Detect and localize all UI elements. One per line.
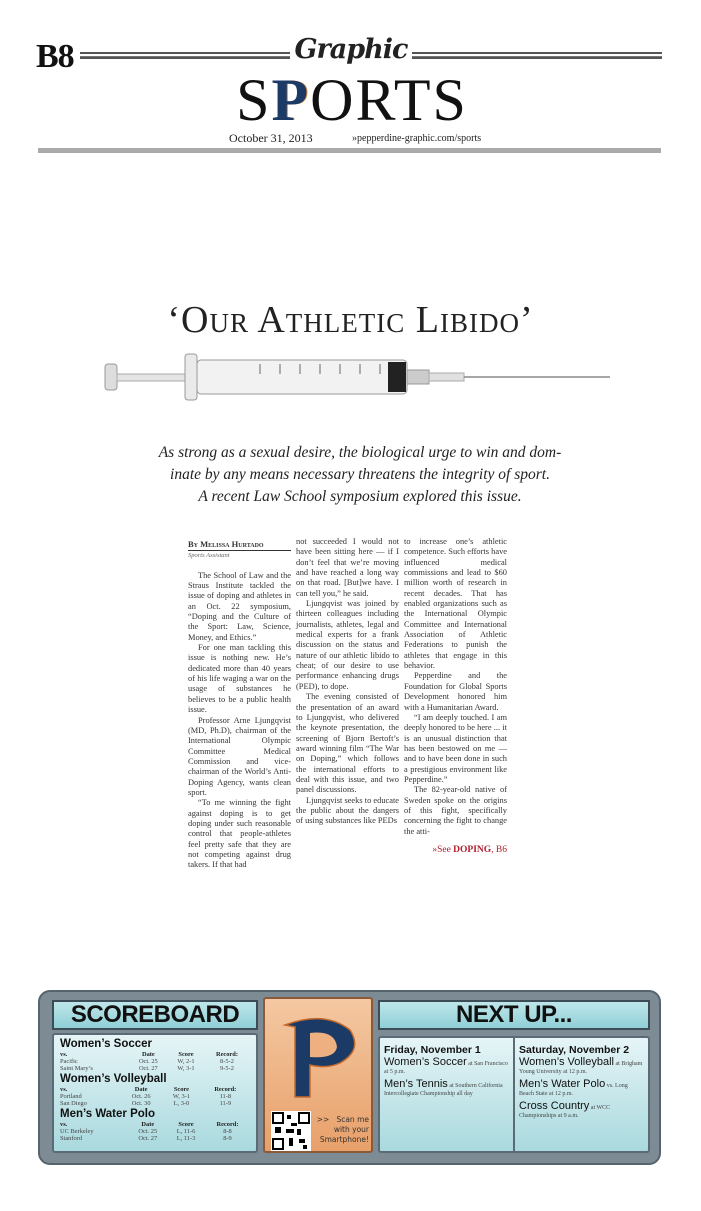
table-header-row xyxy=(60,1121,250,1128)
table-cell: L, 11-3 xyxy=(176,1135,196,1142)
byline-role: Sports Assistant xyxy=(188,552,230,560)
table-cell: W, 2-1 xyxy=(177,1058,195,1065)
scan-line: Smartphone! xyxy=(319,1135,369,1144)
table-cell: 11-9 xyxy=(219,1100,232,1107)
pepperdine-p-logo-icon xyxy=(265,1005,371,1105)
scoreboard-table xyxy=(60,1121,250,1142)
column-header: Score xyxy=(178,1051,194,1058)
article-column-3 xyxy=(404,537,507,855)
header-divider xyxy=(38,148,661,153)
column-header: Date xyxy=(141,1121,155,1128)
column-header: Date xyxy=(134,1086,148,1093)
section-title xyxy=(222,67,482,133)
scan-line: with your xyxy=(333,1125,369,1134)
article-column-1 xyxy=(188,537,291,871)
event-item xyxy=(519,1078,644,1098)
masthead-rule-right xyxy=(412,52,662,59)
scoreboard-sport-title: Women’s Soccer xyxy=(60,1038,153,1050)
deck-caption xyxy=(100,442,620,508)
table-cell: Portland xyxy=(60,1093,82,1100)
article-column-2 xyxy=(296,537,399,827)
paragraph: For one man tackling this issue is nothing new. He’s dedicated more than 40 years of his life waging a war on the usage of substances he believes to be a public health issue. xyxy=(188,643,291,715)
table-cell: UC Berkeley xyxy=(60,1128,94,1135)
table-cell: 9-5-2 xyxy=(220,1065,234,1072)
section-title-s: S xyxy=(236,67,272,133)
event-detail: at San Francisco at 5 p.m. xyxy=(384,1061,508,1075)
byline: By Melissa Hurtado xyxy=(188,539,291,551)
table-cell: Oct. 26 xyxy=(131,1093,151,1100)
table-cell: 8-5-2 xyxy=(220,1058,234,1065)
column-header: Score xyxy=(178,1121,194,1128)
event-sport: Women’s Volleyball xyxy=(519,1056,614,1068)
column-header: Record: xyxy=(214,1086,237,1093)
table-header-row xyxy=(60,1051,250,1058)
table-cell: 8-9 xyxy=(223,1135,232,1142)
table-cell: Oct. 30 xyxy=(131,1100,151,1107)
table-cell: Oct. 27 xyxy=(138,1065,158,1072)
scoreboard-sport-title: Men’s Water Polo xyxy=(60,1108,155,1120)
table-cell: Saint Mary’s xyxy=(60,1065,93,1072)
table-row xyxy=(60,1093,250,1100)
masthead-rule-left xyxy=(80,52,290,59)
caption-line: As strong as a sexual desire, the biological urge to win and dom- xyxy=(158,444,562,461)
table-cell: W, 3-1 xyxy=(177,1065,195,1072)
scoreboard-panel xyxy=(52,1033,258,1153)
jump-prefix: »See xyxy=(432,844,454,855)
paragraph: to increase one’s athletic competence. Such efforts have influenced medical commissions and lead to $60 million worth of research in recent decades. That has enabled organizations such as the International Olympic Committee and International Association of Athletic Federations to punish the athletes that engage in this behavior. xyxy=(404,537,507,671)
caption-line: A recent Law School symposium explored this issue. xyxy=(198,488,522,505)
column-header: Date xyxy=(141,1051,155,1058)
scoreboard-table xyxy=(60,1086,250,1107)
column-header: Record: xyxy=(216,1121,239,1128)
syringe-image xyxy=(100,350,615,405)
event-item xyxy=(519,1056,644,1076)
issue-date: October 31, 2013 xyxy=(229,131,313,145)
event-detail: at Brigham Young University at 12 p.m. xyxy=(519,1061,643,1075)
table-row xyxy=(60,1058,250,1065)
qr-code-icon[interactable] xyxy=(271,1111,311,1151)
table-row xyxy=(60,1128,250,1135)
page-number: B8 xyxy=(36,38,74,75)
event-detail: at WCC Championships at 9 a.m. xyxy=(519,1105,611,1119)
headline: ‘Our Athletic Libido’ xyxy=(167,299,534,341)
paragraph: “I am deeply touched. I am deeply honored to be here ... it is an unusual distinction that has been bestowed on me — and to have been done in such a prestigious environment like Pepperdine.” xyxy=(404,712,507,784)
paragraph: The evening consisted of the presentation of an award to Ljungqvist, who delivered the keynote presentation, the screening of Bjorn Bertoft’s award winning film “The War on Doping,” which follows the international efforts to deal with this issue, and two panel discussions. xyxy=(296,692,399,795)
masthead-logo: Graphic xyxy=(294,34,408,65)
table-cell: 11-8 xyxy=(219,1093,232,1100)
table-header-row xyxy=(60,1086,250,1093)
table-row xyxy=(60,1100,250,1107)
column-header: vs. xyxy=(60,1121,68,1128)
table-cell: W, 3-1 xyxy=(172,1093,191,1100)
table-cell: Oct. 25 xyxy=(138,1058,158,1065)
table-cell: L, 11-6 xyxy=(176,1128,196,1135)
paragraph: The 82-year-old native of Sweden spoke on the origins of this fight, specifically concerning the fight to change the atti- xyxy=(404,785,507,836)
jump-page: , B6 xyxy=(491,844,507,855)
event-sport: Men’s Water Polo xyxy=(519,1078,606,1090)
column-header: vs. xyxy=(60,1051,68,1058)
table-row xyxy=(60,1065,250,1072)
scan-prompt xyxy=(315,1115,369,1145)
scoreboard-table xyxy=(60,1051,250,1072)
scoreboard-sport-title: Women’s Volleyball xyxy=(60,1073,167,1085)
table-row xyxy=(60,1135,250,1142)
section-url[interactable]: »pepperdine-graphic.com/sports xyxy=(352,133,482,144)
paragraph: Professor Arne Ljungqvist (MD, Ph.D), chairman of the International Olympic Committee Medical Commission and vice-chairman of the World’s Anti-Doping Agency, wants clean sport. xyxy=(188,715,291,797)
table-cell: 8-8 xyxy=(223,1128,232,1135)
table-cell: Oct. 25 xyxy=(138,1128,158,1135)
event-item xyxy=(519,1100,644,1120)
next-up-panel xyxy=(378,1036,650,1153)
table-cell: Pacific xyxy=(60,1058,78,1065)
column-header: Score xyxy=(173,1086,189,1093)
next-up-day xyxy=(380,1038,515,1151)
scoreboard-title: SCOREBOARD xyxy=(52,1000,258,1030)
next-up-title: NEXT UP... xyxy=(378,1000,650,1030)
paragraph: Pepperdine and the Foundation for Global Sports Development honored him with a Humanitarian Award. xyxy=(404,671,507,712)
column-header: Record: xyxy=(215,1051,238,1058)
jump-keyword: DOPING xyxy=(453,844,492,855)
table-cell: Oct. 27 xyxy=(138,1135,158,1142)
table-cell: L, 3-0 xyxy=(173,1100,190,1107)
event-item xyxy=(384,1078,509,1098)
section-title-rest: ORTS xyxy=(310,67,468,133)
caption-line: inate by any means necessary threatens the integrity of sport. xyxy=(170,466,550,483)
paragraph: not succeeded I would not have been sitting here — if I don’t feel that we’re moving and have reached a long way on that road. [But]we have. I can tell you,” he said. xyxy=(296,537,399,598)
event-item xyxy=(384,1056,509,1076)
event-sport: Men’s Tennis xyxy=(384,1078,448,1090)
section-title-p: P xyxy=(271,67,311,133)
promo-panel xyxy=(263,997,373,1153)
paragraph: “To me winning the fight against doping is to get doping under such reasonable control that people-athletes feel pretty safe that they are not competing against drug takers. If that had xyxy=(188,798,291,870)
table-cell: San Diego xyxy=(60,1100,87,1107)
paragraph: Ljungqvist seeks to educate the public about the dangers of using substances like PEDs xyxy=(296,795,399,826)
scan-line: >> Scan me xyxy=(316,1115,369,1124)
next-up-day xyxy=(515,1038,648,1151)
day-heading: Friday, November 1 xyxy=(384,1044,481,1056)
event-detail: at Southern California Intercollegiate Championship all day xyxy=(384,1083,503,1097)
paragraph: The School of Law and the Straus Institute tackled the issue of doping and athletes in an Oct. 22 symposium, “Doping and the Culture of the Sport: Law, Science, Money, and Ethics.” xyxy=(188,570,291,642)
table-cell: Stanford xyxy=(60,1135,83,1142)
column-header: vs. xyxy=(60,1086,68,1093)
event-detail: vs. Long Beach State at 12 p.m. xyxy=(519,1083,628,1097)
paragraph: Ljungqvist was joined by thirteen colleagues including journalists, athletes, legal and medical experts for a frank discussion on the status and nature of our athletic libido to cheat; of our desire to use performance enhancing drugs (PED), to dope. xyxy=(296,599,399,691)
event-sport: Women’s Soccer xyxy=(384,1056,467,1068)
day-heading: Saturday, November 2 xyxy=(519,1044,630,1056)
event-sport: Cross Country xyxy=(519,1100,590,1112)
jump-link[interactable] xyxy=(404,845,507,855)
